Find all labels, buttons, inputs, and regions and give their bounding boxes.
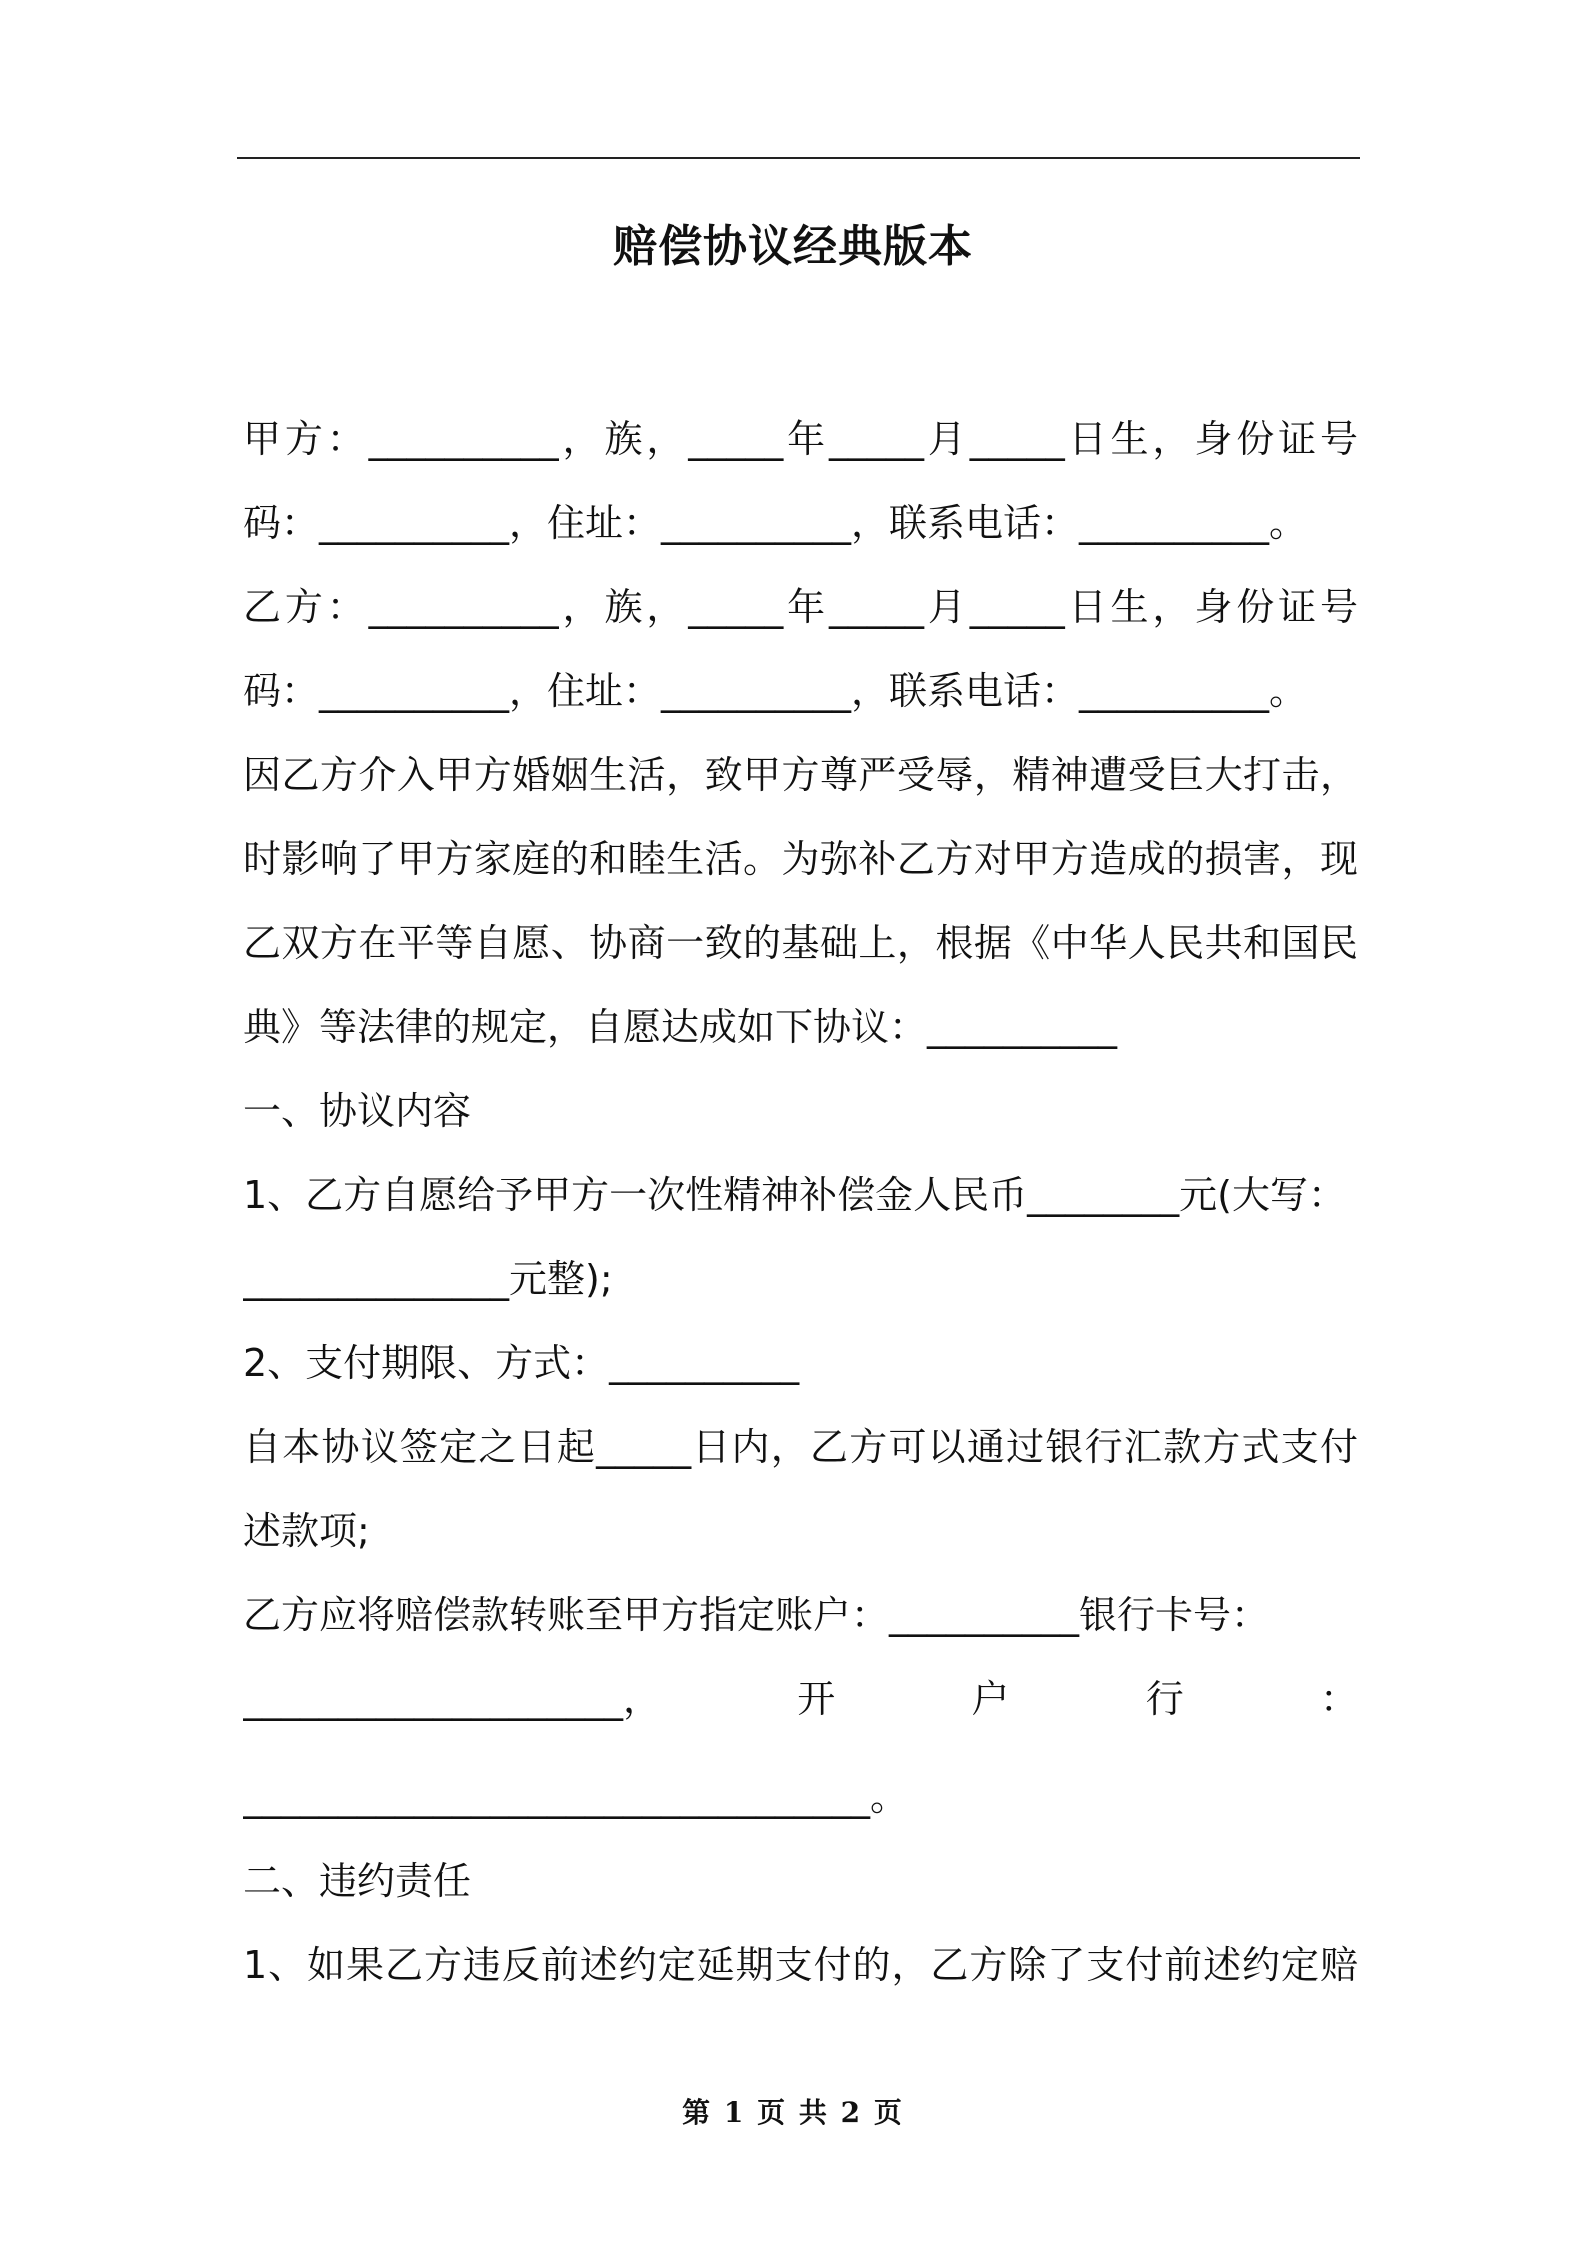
breach-clause-1-line-1: 1、如果乙方违反前述约定延期支付的，乙方除了支付前述约定赔 xyxy=(243,1943,1358,1987)
clause-1-line-2: ______________元整); xyxy=(243,1257,613,1301)
section-heading-breach-liability: 二、违约责任 xyxy=(243,1859,472,1903)
document-title: 赔偿协议经典版本 xyxy=(613,221,973,272)
bank-name-blank-line: _________________________________。 xyxy=(243,1775,909,1819)
preamble-line-3: 乙双方在平等自愿、协商一致的基础上，根据《中华人民共和国民 xyxy=(243,921,1358,965)
clause-2-heading: 2、支付期限、方式：__________ xyxy=(243,1341,800,1385)
payment-term-line-2: 述款项; xyxy=(243,1509,370,1553)
account-line: 乙方应将赔偿款转账至甲方指定账户：__________银行卡号： xyxy=(243,1593,1270,1637)
bank-label-char-2: 户 xyxy=(971,1677,1010,1721)
party-b-line-1: 乙方：__________，族，_____年_____月_____日生，身份证号 xyxy=(243,585,1358,629)
bank-label-char-3: 行 xyxy=(1145,1677,1184,1721)
party-a-line-1: 甲方：__________，族，_____年_____月_____日生，身份证号 xyxy=(243,417,1358,461)
bank-label-colon: ： xyxy=(1319,1677,1358,1721)
page-number-footer: 第 1 页 共 2 页 xyxy=(682,2096,904,2129)
bank-label-char-1: 开 xyxy=(797,1677,836,1721)
party-a-line-2: 码：__________，住址：__________，联系电话：__________。 xyxy=(243,501,1308,545)
header-rule xyxy=(237,157,1360,159)
section-heading-agreement-content: 一、协议内容 xyxy=(243,1089,472,1133)
preamble-line-1: 因乙方介入甲方婚姻生活，致甲方尊严受辱，精神遭受巨大打击， xyxy=(243,753,1358,797)
preamble-line-2: 时影响了甲方家庭的和睦生活。为弥补乙方对甲方造成的损害，现 xyxy=(243,837,1358,881)
document-body xyxy=(243,397,1358,2007)
preamble-line-4: 典》等法律的规定，自愿达成如下协议：__________ xyxy=(243,1005,1118,1049)
payment-term-line-1: 自本协议签定之日起_____日内，乙方可以通过银行汇款方式支付 xyxy=(243,1425,1358,1469)
clause-1-line-1: 1、乙方自愿给予甲方一次性精神补偿金人民币________元(大写： xyxy=(243,1173,1347,1217)
bank-line xyxy=(243,1657,1358,1741)
bank-card-blank: ____________________， xyxy=(243,1677,662,1721)
party-b-line-2: 码：__________，住址：__________，联系电话：__________。 xyxy=(243,669,1308,713)
